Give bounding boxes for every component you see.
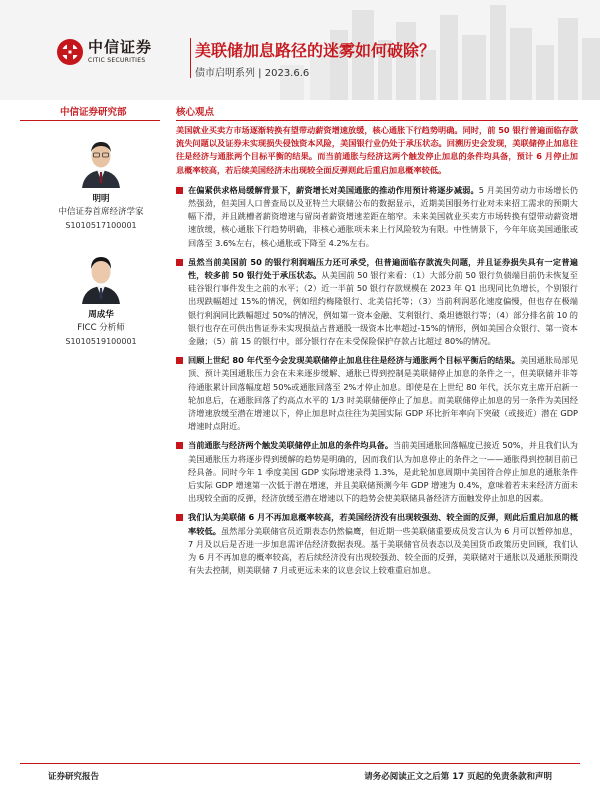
list-item xyxy=(176,439,578,505)
list-item xyxy=(176,354,578,433)
bullet-square-icon xyxy=(176,259,183,266)
list-item xyxy=(176,256,578,348)
bullet-square-icon xyxy=(176,357,183,364)
sidebar-heading: 中信证券研究部 xyxy=(60,107,127,118)
bullet-body: 5 月美国劳动力市场增长仍然强劲，但美国人口普查局以及亚特兰大联储公布的数据显示，近期美国服务行业对未来招工需求的预期大幅下滑，并且跳槽者薪资增速与留岗者薪资增速差距在缩窄。未来美国就业买卖方市场转换有望带动薪资增速放缓，核心通胀下行趋势明确，非核心通胀项未来上行风险较为有限。中性情景下，今年年底美国通胀或回落至 3.6%左右，核心通胀或下降至 4.2%左右。 xyxy=(188,184,578,248)
bullet-lead: 我们认为美联储 6 月不再加息概率较高，若美国经济没有出现较强劲、较全面的反弹，则此后重启加息的概率较低。 xyxy=(188,512,578,536)
footer-label: 证券研究报告 xyxy=(48,772,100,782)
list-item xyxy=(176,184,578,250)
analyst-name: 周成华 xyxy=(88,310,114,320)
bullet-square-icon xyxy=(176,442,183,449)
report-title: 美联储加息路径的迷雾如何破除？ xyxy=(195,41,436,60)
analyst-name: 明明 xyxy=(92,194,110,204)
analyst-title: FICC 分析师 xyxy=(77,323,125,333)
header-banner xyxy=(0,0,600,100)
bullet-square-icon xyxy=(176,514,183,521)
bullet-lead: 虽然当前美国前 50 的银行利润端压力还可承受，但普遍面临存款流失问题，并且证券损失具有一定普遍性，较多前 50 银行处于承压状态。 xyxy=(188,256,578,281)
list-item xyxy=(176,511,578,577)
bullet-lead: 当前通胀与经济两个触发美联储停止加息的条件均具备。 xyxy=(188,440,394,451)
brand-name-en: CITIC SECURITIES xyxy=(88,57,146,64)
sidebar-heading-rule xyxy=(20,120,160,121)
bullet-body: 从美国前 50 银行来看：（1）大部分前 50 银行负债端目前仍未恢复至硅谷银行事件发生之前的水平；（2）近一半前 50 银行存款规模在 2023 年 Q1 出现同比负增长，个别银行出现跌幅超过 15%的情况，例如纽约梅隆银行、北美信托等；（3）当前利润恶化速度偏慢，但也存在极端银行利润同比跌幅超过 50%的情况，例如第一资本金融、艾利银行、桑坦德银行等；（4）部分排名前 10 的银行也存在可供出售证券未实现损益占普通股一级资本比率超过-15%的情形，例如美国合众银行、第一资本金融；（5）前 15 的银行中，部分银行存在未受保险保护存款占比超过 80%的情况。 xyxy=(188,270,578,347)
bullet-body: 美国通胀局部见顶、预计美国通胀压力会在未来逐步缓解、通胀已得到控制是美联储停止加息的条件之一，但美联储并非等待通胀累计回落幅度超 50%或通胀回落至 2%才停止加息。即使是在上世纪 80 年代，沃尔克主席开启新一轮加息后，在通胀回落了约高点水平的 1/3 时美联储便停止了加息。而美联储停止加息的另一条件为美国经济增速放缓至潜在增速以下，停止加息时点往往为美国实际 GDP 环比折年率向下突破（或接近）潜在 GDP 增速时点附近。 xyxy=(188,355,578,432)
report-date: 2023.6.6 xyxy=(264,68,310,79)
brand-name-cn: 中信证券 xyxy=(88,38,153,56)
bullet-lead: 回顾上世纪 80 年代至今会发现美联储停止加息往往是经济与通胀两个目标平衡后的结果。 xyxy=(188,355,521,366)
analyst-license-id: S1010517100001 xyxy=(65,221,137,231)
analyst-title: 中信证券首席经济学家 xyxy=(58,207,144,217)
analyst-photo xyxy=(78,134,124,188)
bullet-body: 虽然部分美联储官员近期表态仍然偏鹰，但近期一些美联储重要成员发言认为 6 月可以暂停加息，7 月及以后是否进一步加息需评估经济数据表现。基于美联储官员表态以及美国货币政策历史回顾，我们认为 6 月不再加息的概率较高，若后续经济没有出现较强劲、较全面的反弹，美联储对于通胀以及通胀预期没有失去控制，则美联储 7 月或更远未来的议息会议上较难重启加息。 xyxy=(188,525,578,576)
footer-rule xyxy=(20,763,580,764)
core-views xyxy=(176,124,578,584)
analyst-photo xyxy=(78,250,124,304)
summary-paragraph: 美国就业买卖方市场逐渐转换有望带动薪资增速放缓，核心通胀下行趋势明确。同时，前 50 银行普遍面临存款流失问题以及证券未实现损失侵蚀资本风险，美国银行业仍处于承压状态。回溯历史会发现，美联储停止加息往往是经济与通胀两个目标平衡的结果。而当前通胀与经济这两个触发停止加息的条件均具备，预计 6 月停止加息概率较高，若后续美国经济未出现较全面反弹则此后重启加息概率较低。 xyxy=(176,125,578,175)
citic-logo xyxy=(56,38,152,66)
bullet-body: 当前美国通胀回落幅度已接近 50%，并且我们认为美国通胀压力将逐步得到缓解的趋势是明确的，因而我们认为加息停止的条件之一——通胀得到控制目前已经具备。同时今年 1 季度美国 GDP 实际增速录得 1.3%，是此轮加息周期中美国符合停止加息的通胀条件后实际 GDP 增速第一次低于潜在增速，并且美联储预测今年 GDP 增速为 0.4%，意味着若未来经济方面未出现较全面的反弹，经济放缓至潜在增速以下的趋势会使美联储具备经济方面触发停止加息的因素。 xyxy=(188,440,578,504)
main-heading: 核心观点 xyxy=(176,107,215,118)
analyst-card xyxy=(36,250,166,346)
report-subtitle xyxy=(195,64,309,79)
analyst-card xyxy=(36,134,166,230)
footer-disclaimer: 请务必阅读正文之后第 17 页起的免责条款和声明 xyxy=(364,772,552,782)
citic-logo-icon xyxy=(56,38,84,66)
header-divider xyxy=(190,38,191,78)
subtitle-separator: | xyxy=(255,68,265,79)
report-series: 债市启明系列 xyxy=(195,68,255,79)
analyst-license-id: S1010519100001 xyxy=(65,337,137,347)
bullet-square-icon xyxy=(176,187,183,194)
bullet-lead: 在偏紧供求格局缓解背景下，薪资增长对美国通胀的推动作用预计将逐步减弱。 xyxy=(188,184,479,195)
main-heading-rule xyxy=(176,120,578,121)
